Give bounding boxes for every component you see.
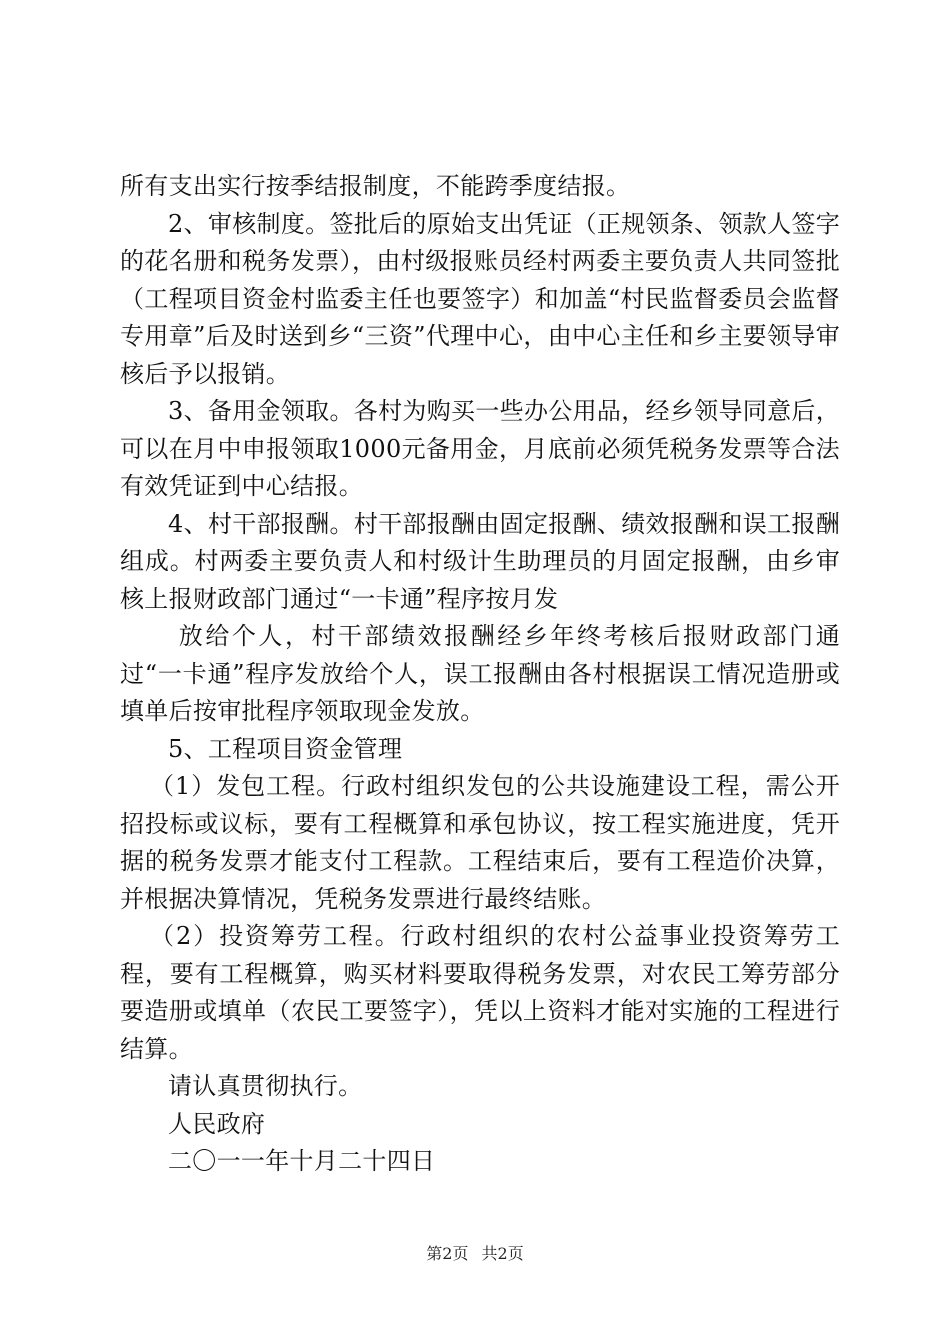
paragraph-contracted-projects: （1）发包工程。行政村组织发包的公共设施建设工程，需公开招投标或议标，要有工程概算和承包协议，按工程实施进度，凭开据的税务发票才能支付工程款。工程结束后，要有工程造价决算，并根据决算情况，凭税务发票进行最终结账。 — [120, 772, 840, 913]
paragraph-remuneration-continued: 放给个人，村干部绩效报酬经乡年终考核后报财政部门通过“一卡通”程序发放给个人，误工报酬由各村根据误工情况造册或填单后按审批程序领取现金发放。 — [120, 622, 840, 725]
paragraph-settlement-rule: 所有支出实行按季结报制度，不能跨季度结报。 — [120, 172, 631, 200]
paragraph-project-funds-heading: 5、工程项目资金管理 — [168, 734, 403, 763]
page-number: 第2页 — [426, 1244, 469, 1263]
paragraph-cadre-remuneration: 4、村干部报酬。村干部报酬由固定报酬、绩效报酬和误工报酬组成。村两委主要负责人和村级计生助理员的月固定报酬，由乡审核上报财政部门通过“一卡通”程序按月发 — [120, 509, 840, 613]
signature-date: 二〇一一年十月二十四日 — [168, 1147, 436, 1175]
paragraph-labor-projects: （2）投资筹劳工程。行政村组织的农村公益事业投资筹劳工程，要有工程概算，购买材料要取得税务发票，对农民工筹劳部分要造册或填单（农民工要签字），凭以上资料才能对实施的工程进行结算。 — [120, 922, 840, 1063]
signature-issuer: 人民政府 — [168, 1109, 266, 1138]
paragraph-audit-system: 2、审核制度。签批后的原始支出凭证（正规领条、领款人签字的花名册和税务发票），由村级报账员经村两委主要负责人共同签批（工程项目资金村监委主任也要签字）和加盖“村民监督委员会监督专用章”后及时送到乡“三资”代理中心，由中心主任和乡主要领导审核后予以报销。 — [120, 209, 840, 388]
page-total: 共2页 — [481, 1244, 524, 1263]
paragraph-closing: 请认真贯彻执行。 — [168, 1072, 363, 1100]
paragraph-reserve-fund: 3、备用金领取。各村为购买一些办公用品，经乡领导同意后，可以在月中申报领取1000元备用金，月底前必须凭税务发票等合法有效凭证到中心结报。 — [120, 397, 840, 500]
page-footer — [0, 1244, 950, 1264]
document-body — [120, 168, 840, 1181]
